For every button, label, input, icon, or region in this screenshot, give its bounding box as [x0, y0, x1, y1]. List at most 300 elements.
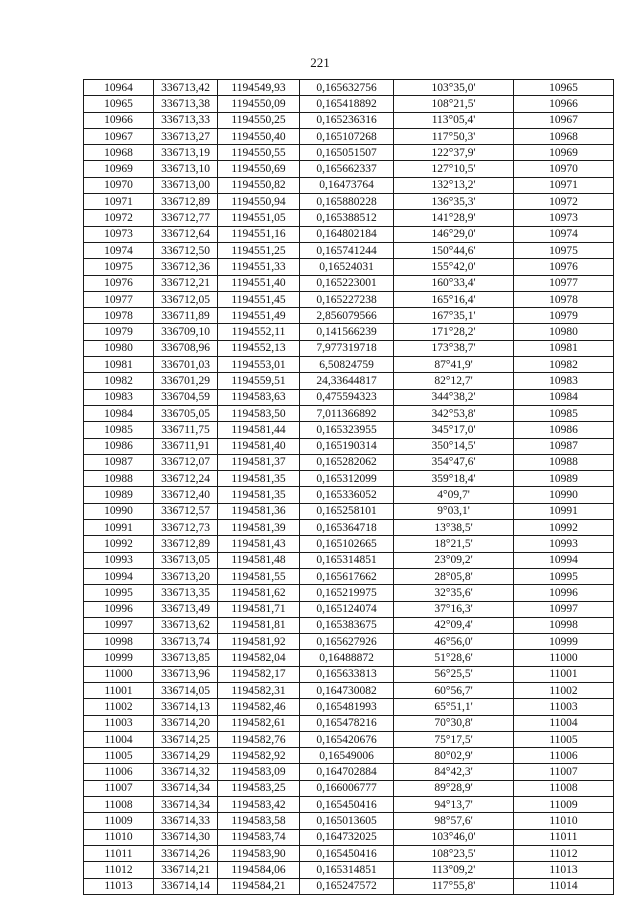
point-to-cell: 10986	[514, 422, 614, 438]
y-coordinate-cell: 1194581,36	[218, 503, 300, 519]
distance-cell: 0,165880228	[300, 194, 394, 210]
direction-angle-cell: 342°53,8'	[394, 405, 514, 421]
table-row	[84, 194, 614, 210]
table-row	[84, 666, 614, 682]
x-coordinate-cell: 336712,77	[154, 210, 218, 226]
y-coordinate-cell: 1194583,63	[218, 389, 300, 405]
table-row	[84, 389, 614, 405]
y-coordinate-cell: 1194582,92	[218, 748, 300, 764]
point-to-cell: 10976	[514, 259, 614, 275]
distance-cell: 0,16488872	[300, 650, 394, 666]
point-from-cell: 10969	[84, 161, 154, 177]
table-row	[84, 422, 614, 438]
point-from-cell: 10995	[84, 585, 154, 601]
direction-angle-cell: 82°12,7'	[394, 373, 514, 389]
point-from-cell: 10967	[84, 128, 154, 144]
point-from-cell: 10999	[84, 650, 154, 666]
point-from-cell: 10970	[84, 177, 154, 193]
x-coordinate-cell: 336714,21	[154, 862, 218, 878]
point-to-cell: 10988	[514, 454, 614, 470]
table-row	[84, 617, 614, 633]
distance-cell: 0,165741244	[300, 242, 394, 258]
direction-angle-cell: 60°56,7'	[394, 682, 514, 698]
x-coordinate-cell: 336713,35	[154, 585, 218, 601]
table-row	[84, 373, 614, 389]
y-coordinate-cell: 1194552,11	[218, 324, 300, 340]
point-from-cell: 10971	[84, 194, 154, 210]
direction-angle-cell: 345°17,0'	[394, 422, 514, 438]
y-coordinate-cell: 1194551,33	[218, 259, 300, 275]
point-to-cell: 10995	[514, 568, 614, 584]
x-coordinate-cell: 336712,73	[154, 520, 218, 536]
point-to-cell: 10984	[514, 389, 614, 405]
direction-angle-cell: 23°09,2'	[394, 552, 514, 568]
direction-angle-cell: 98°57,6'	[394, 813, 514, 829]
point-from-cell: 10998	[84, 634, 154, 650]
y-coordinate-cell: 1194550,82	[218, 177, 300, 193]
y-coordinate-cell: 1194551,45	[218, 291, 300, 307]
direction-angle-cell: 89°28,9'	[394, 780, 514, 796]
x-coordinate-cell: 336712,64	[154, 226, 218, 242]
table-row	[84, 324, 614, 340]
point-to-cell: 10974	[514, 226, 614, 242]
y-coordinate-cell: 1194550,09	[218, 96, 300, 112]
direction-angle-cell: 18°21,5'	[394, 536, 514, 552]
point-to-cell: 10983	[514, 373, 614, 389]
point-to-cell: 10969	[514, 145, 614, 161]
direction-angle-cell: 171°28,2'	[394, 324, 514, 340]
distance-cell: 0,165282062	[300, 454, 394, 470]
point-to-cell: 11003	[514, 699, 614, 715]
table-row	[84, 601, 614, 617]
y-coordinate-cell: 1194559,51	[218, 373, 300, 389]
y-coordinate-cell: 1194582,04	[218, 650, 300, 666]
point-to-cell: 10990	[514, 487, 614, 503]
direction-angle-cell: 173°38,7'	[394, 340, 514, 356]
x-coordinate-cell: 336713,27	[154, 128, 218, 144]
direction-angle-cell: 4°09,7'	[394, 487, 514, 503]
distance-cell: 0,164802184	[300, 226, 394, 242]
x-coordinate-cell: 336714,34	[154, 780, 218, 796]
y-coordinate-cell: 1194581,81	[218, 617, 300, 633]
x-coordinate-cell: 336712,89	[154, 536, 218, 552]
x-coordinate-cell: 336713,00	[154, 177, 218, 193]
direction-angle-cell: 80°02,9'	[394, 748, 514, 764]
y-coordinate-cell: 1194583,50	[218, 405, 300, 421]
point-to-cell: 11001	[514, 666, 614, 682]
point-to-cell: 10999	[514, 634, 614, 650]
point-to-cell: 10977	[514, 275, 614, 291]
y-coordinate-cell: 1194552,13	[218, 340, 300, 356]
y-coordinate-cell: 1194581,92	[218, 634, 300, 650]
table-row	[84, 813, 614, 829]
table-row	[84, 161, 614, 177]
distance-cell: 0,165633813	[300, 666, 394, 682]
point-to-cell: 10965	[514, 80, 614, 96]
point-to-cell: 11006	[514, 748, 614, 764]
direction-angle-cell: 146°29,0'	[394, 226, 514, 242]
x-coordinate-cell: 336714,34	[154, 797, 218, 813]
point-from-cell: 10965	[84, 96, 154, 112]
x-coordinate-cell: 336713,05	[154, 552, 218, 568]
table-row	[84, 405, 614, 421]
distance-cell: 0,165481993	[300, 699, 394, 715]
point-from-cell: 10974	[84, 242, 154, 258]
x-coordinate-cell: 336701,03	[154, 357, 218, 373]
point-from-cell: 10994	[84, 568, 154, 584]
point-from-cell: 10979	[84, 324, 154, 340]
point-from-cell: 11004	[84, 731, 154, 747]
y-coordinate-cell: 1194581,62	[218, 585, 300, 601]
distance-cell: 0,165102665	[300, 536, 394, 552]
y-coordinate-cell: 1194550,40	[218, 128, 300, 144]
x-coordinate-cell: 336714,32	[154, 764, 218, 780]
point-from-cell: 11008	[84, 797, 154, 813]
point-to-cell: 10972	[514, 194, 614, 210]
y-coordinate-cell: 1194582,61	[218, 715, 300, 731]
y-coordinate-cell: 1194581,35	[218, 471, 300, 487]
table-row	[84, 862, 614, 878]
point-from-cell: 10985	[84, 422, 154, 438]
x-coordinate-cell: 336709,10	[154, 324, 218, 340]
point-from-cell: 10986	[84, 438, 154, 454]
direction-angle-cell: 117°50,3'	[394, 128, 514, 144]
direction-angle-cell: 70°30,8'	[394, 715, 514, 731]
distance-cell: 0,165190314	[300, 438, 394, 454]
distance-cell: 0,16524031	[300, 259, 394, 275]
direction-angle-cell: 167°35,1'	[394, 308, 514, 324]
y-coordinate-cell: 1194582,46	[218, 699, 300, 715]
y-coordinate-cell: 1194582,31	[218, 682, 300, 698]
table-row	[84, 471, 614, 487]
point-to-cell: 11012	[514, 845, 614, 861]
table-row	[84, 210, 614, 226]
point-to-cell: 11011	[514, 829, 614, 845]
distance-cell: 0,165223001	[300, 275, 394, 291]
y-coordinate-cell: 1194583,90	[218, 845, 300, 861]
y-coordinate-cell: 1194583,74	[218, 829, 300, 845]
direction-angle-cell: 108°23,5'	[394, 845, 514, 861]
distance-cell: 0,165662337	[300, 161, 394, 177]
table-row	[84, 797, 614, 813]
distance-cell: 7,011366892	[300, 405, 394, 421]
point-to-cell: 10973	[514, 210, 614, 226]
y-coordinate-cell: 1194581,37	[218, 454, 300, 470]
point-from-cell: 10992	[84, 536, 154, 552]
distance-cell: 0,165314851	[300, 862, 394, 878]
point-to-cell: 10968	[514, 128, 614, 144]
direction-angle-cell: 113°05,4'	[394, 112, 514, 128]
direction-angle-cell: 350°14,5'	[394, 438, 514, 454]
table-row	[84, 780, 614, 796]
point-from-cell: 10984	[84, 405, 154, 421]
point-from-cell: 10993	[84, 552, 154, 568]
table-row	[84, 650, 614, 666]
x-coordinate-cell: 336714,13	[154, 699, 218, 715]
y-coordinate-cell: 1194581,35	[218, 487, 300, 503]
point-from-cell: 11003	[84, 715, 154, 731]
point-from-cell: 10983	[84, 389, 154, 405]
y-coordinate-cell: 1194583,09	[218, 764, 300, 780]
point-to-cell: 10979	[514, 308, 614, 324]
point-from-cell: 10977	[84, 291, 154, 307]
direction-angle-cell: 122°37,9'	[394, 145, 514, 161]
y-coordinate-cell: 1194551,49	[218, 308, 300, 324]
direction-angle-cell: 127°10,5'	[394, 161, 514, 177]
point-from-cell: 11000	[84, 666, 154, 682]
point-from-cell: 10976	[84, 275, 154, 291]
x-coordinate-cell: 336713,42	[154, 80, 218, 96]
point-from-cell: 11002	[84, 699, 154, 715]
table-row	[84, 699, 614, 715]
point-to-cell: 11008	[514, 780, 614, 796]
x-coordinate-cell: 336714,25	[154, 731, 218, 747]
table-row	[84, 682, 614, 698]
point-to-cell: 11000	[514, 650, 614, 666]
table-row	[84, 748, 614, 764]
x-coordinate-cell: 336713,19	[154, 145, 218, 161]
direction-angle-cell: 28°05,8'	[394, 568, 514, 584]
x-coordinate-cell: 336704,59	[154, 389, 218, 405]
table-row	[84, 634, 614, 650]
point-to-cell: 10998	[514, 617, 614, 633]
table-row	[84, 340, 614, 356]
distance-cell: 0,165247572	[300, 878, 394, 894]
y-coordinate-cell: 1194581,43	[218, 536, 300, 552]
direction-angle-cell: 108°21,5'	[394, 96, 514, 112]
y-coordinate-cell: 1194550,55	[218, 145, 300, 161]
distance-cell: 0,164732025	[300, 829, 394, 845]
table-row	[84, 259, 614, 275]
x-coordinate-cell: 336713,33	[154, 112, 218, 128]
point-to-cell: 10994	[514, 552, 614, 568]
distance-cell: 0,165227238	[300, 291, 394, 307]
y-coordinate-cell: 1194551,05	[218, 210, 300, 226]
x-coordinate-cell: 336714,05	[154, 682, 218, 698]
x-coordinate-cell: 336712,57	[154, 503, 218, 519]
y-coordinate-cell: 1194583,25	[218, 780, 300, 796]
x-coordinate-cell: 336712,89	[154, 194, 218, 210]
point-from-cell: 10996	[84, 601, 154, 617]
table-row	[84, 536, 614, 552]
table-row	[84, 291, 614, 307]
point-to-cell: 11005	[514, 731, 614, 747]
x-coordinate-cell: 336714,26	[154, 845, 218, 861]
point-to-cell: 10970	[514, 161, 614, 177]
distance-cell: 0,165124074	[300, 601, 394, 617]
point-to-cell: 10966	[514, 96, 614, 112]
table-row	[84, 487, 614, 503]
x-coordinate-cell: 336713,62	[154, 617, 218, 633]
distance-cell: 0,164730082	[300, 682, 394, 698]
point-to-cell: 10975	[514, 242, 614, 258]
table-row	[84, 520, 614, 536]
point-from-cell: 11007	[84, 780, 154, 796]
x-coordinate-cell: 336713,38	[154, 96, 218, 112]
point-to-cell: 10992	[514, 520, 614, 536]
distance-cell: 0,475594323	[300, 389, 394, 405]
distance-cell: 0,164702884	[300, 764, 394, 780]
distance-cell: 0,165336052	[300, 487, 394, 503]
point-from-cell: 10978	[84, 308, 154, 324]
x-coordinate-cell: 336705,05	[154, 405, 218, 421]
distance-cell: 7,977319718	[300, 340, 394, 356]
distance-cell: 24,33644817	[300, 373, 394, 389]
y-coordinate-cell: 1194582,17	[218, 666, 300, 682]
distance-cell: 0,165258101	[300, 503, 394, 519]
distance-cell: 0,165323955	[300, 422, 394, 438]
x-coordinate-cell: 336714,30	[154, 829, 218, 845]
direction-angle-cell: 42°09,4'	[394, 617, 514, 633]
distance-cell: 0,165364718	[300, 520, 394, 536]
y-coordinate-cell: 1194550,94	[218, 194, 300, 210]
direction-angle-cell: 9°03,1'	[394, 503, 514, 519]
point-from-cell: 11006	[84, 764, 154, 780]
distance-cell: 0,165450416	[300, 845, 394, 861]
y-coordinate-cell: 1194584,21	[218, 878, 300, 894]
distance-cell: 0,16473764	[300, 177, 394, 193]
x-coordinate-cell: 336714,33	[154, 813, 218, 829]
x-coordinate-cell: 336714,20	[154, 715, 218, 731]
point-from-cell: 10975	[84, 259, 154, 275]
point-to-cell: 11009	[514, 797, 614, 813]
table-row	[84, 503, 614, 519]
point-to-cell: 11004	[514, 715, 614, 731]
y-coordinate-cell: 1194581,71	[218, 601, 300, 617]
x-coordinate-cell: 336711,91	[154, 438, 218, 454]
table-row	[84, 585, 614, 601]
table-row	[84, 568, 614, 584]
point-from-cell: 10989	[84, 487, 154, 503]
point-to-cell: 10978	[514, 291, 614, 307]
distance-cell: 0,165388512	[300, 210, 394, 226]
x-coordinate-cell: 336714,29	[154, 748, 218, 764]
point-to-cell: 10996	[514, 585, 614, 601]
point-from-cell: 10980	[84, 340, 154, 356]
point-to-cell: 10993	[514, 536, 614, 552]
table-row	[84, 226, 614, 242]
table-row	[84, 454, 614, 470]
direction-angle-cell: 132°13,2'	[394, 177, 514, 193]
distance-cell: 0,165051507	[300, 145, 394, 161]
x-coordinate-cell: 336712,24	[154, 471, 218, 487]
point-to-cell: 10980	[514, 324, 614, 340]
direction-angle-cell: 87°41,9'	[394, 357, 514, 373]
direction-angle-cell: 65°51,1'	[394, 699, 514, 715]
direction-angle-cell: 165°16,4'	[394, 291, 514, 307]
distance-cell: 0,165420676	[300, 731, 394, 747]
direction-angle-cell: 37°16,3'	[394, 601, 514, 617]
table-row	[84, 829, 614, 845]
table-row	[84, 731, 614, 747]
table-row	[84, 145, 614, 161]
table-row	[84, 242, 614, 258]
distance-cell: 0,165617662	[300, 568, 394, 584]
x-coordinate-cell: 336708,96	[154, 340, 218, 356]
point-to-cell: 10967	[514, 112, 614, 128]
y-coordinate-cell: 1194584,06	[218, 862, 300, 878]
distance-cell: 0,165312099	[300, 471, 394, 487]
point-to-cell: 11010	[514, 813, 614, 829]
x-coordinate-cell: 336712,07	[154, 454, 218, 470]
y-coordinate-cell: 1194553,01	[218, 357, 300, 373]
point-from-cell: 11010	[84, 829, 154, 845]
direction-angle-cell: 141°28,9'	[394, 210, 514, 226]
point-to-cell: 10997	[514, 601, 614, 617]
point-to-cell: 10985	[514, 405, 614, 421]
x-coordinate-cell: 336712,21	[154, 275, 218, 291]
direction-angle-cell: 344°38,2'	[394, 389, 514, 405]
point-from-cell: 11013	[84, 878, 154, 894]
y-coordinate-cell: 1194551,25	[218, 242, 300, 258]
point-from-cell: 11009	[84, 813, 154, 829]
y-coordinate-cell: 1194549,93	[218, 80, 300, 96]
distance-cell: 0,165383675	[300, 617, 394, 633]
y-coordinate-cell: 1194550,69	[218, 161, 300, 177]
distance-cell: 0,165627926	[300, 634, 394, 650]
x-coordinate-cell: 336712,05	[154, 291, 218, 307]
point-from-cell: 11005	[84, 748, 154, 764]
table-body	[84, 80, 614, 895]
table-row	[84, 438, 614, 454]
direction-angle-cell: 359°18,4'	[394, 471, 514, 487]
point-from-cell: 10964	[84, 80, 154, 96]
point-to-cell: 10991	[514, 503, 614, 519]
y-coordinate-cell: 1194550,25	[218, 112, 300, 128]
point-to-cell: 10987	[514, 438, 614, 454]
distance-cell: 0,141566239	[300, 324, 394, 340]
point-from-cell: 10988	[84, 471, 154, 487]
table-row	[84, 96, 614, 112]
point-to-cell: 10981	[514, 340, 614, 356]
x-coordinate-cell: 336712,36	[154, 259, 218, 275]
y-coordinate-cell: 1194582,76	[218, 731, 300, 747]
point-to-cell: 11013	[514, 862, 614, 878]
y-coordinate-cell: 1194581,44	[218, 422, 300, 438]
table-row	[84, 764, 614, 780]
x-coordinate-cell: 336712,40	[154, 487, 218, 503]
point-from-cell: 11011	[84, 845, 154, 861]
table-row	[84, 357, 614, 373]
point-to-cell: 11014	[514, 878, 614, 894]
point-from-cell: 10990	[84, 503, 154, 519]
distance-cell: 0,165632756	[300, 80, 394, 96]
point-from-cell: 10991	[84, 520, 154, 536]
table-row	[84, 177, 614, 193]
x-coordinate-cell: 336712,50	[154, 242, 218, 258]
y-coordinate-cell: 1194581,48	[218, 552, 300, 568]
direction-angle-cell: 103°35,0'	[394, 80, 514, 96]
x-coordinate-cell: 336713,96	[154, 666, 218, 682]
direction-angle-cell: 13°38,5'	[394, 520, 514, 536]
table-row	[84, 552, 614, 568]
direction-angle-cell: 32°35,6'	[394, 585, 514, 601]
table-row	[84, 715, 614, 731]
distance-cell: 0,165219975	[300, 585, 394, 601]
y-coordinate-cell: 1194583,42	[218, 797, 300, 813]
x-coordinate-cell: 336711,89	[154, 308, 218, 324]
distance-cell: 6,50824759	[300, 357, 394, 373]
direction-angle-cell: 150°44,6'	[394, 242, 514, 258]
distance-cell: 0,165314851	[300, 552, 394, 568]
point-to-cell: 10982	[514, 357, 614, 373]
direction-angle-cell: 113°09,2'	[394, 862, 514, 878]
point-from-cell: 10987	[84, 454, 154, 470]
direction-angle-cell: 117°55,8'	[394, 878, 514, 894]
table-row	[84, 275, 614, 291]
direction-angle-cell: 155°42,0'	[394, 259, 514, 275]
y-coordinate-cell: 1194583,58	[218, 813, 300, 829]
